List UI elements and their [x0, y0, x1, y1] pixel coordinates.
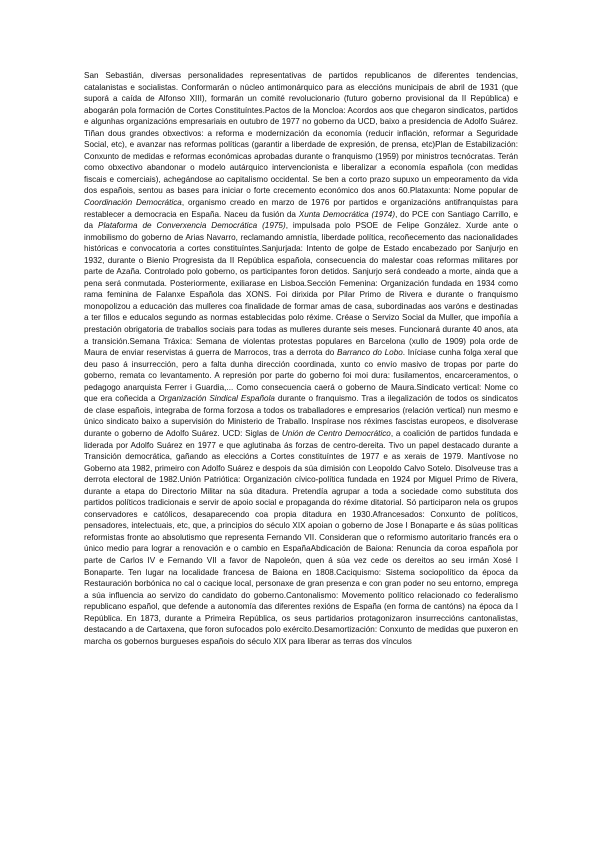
text-run: , do PCE con Santiago Carrillo, e da [84, 209, 518, 231]
italic-term: Plataforma de Converxencia Democrática (1975) [98, 221, 286, 231]
italic-term: Coordinación Democrática [84, 198, 182, 208]
body-paragraph [84, 70, 518, 647]
italic-term: Unión de Centro Democrático [281, 428, 391, 438]
text-run: . Iníciase cunha folga xeral que deu paso á insurrección, pero a falta dunha dirección coordinada, xunto co envío masivo de tropas por parte do goberno, remata co levantamento. A represión por parte do goberno foi moi dura: fusilamentos, encarceramentos, o pedagogo anarquista Ferrer i Guardia,... Como consecuencia caerá o goberno de Maura.Sindicato vertical: Nome co que era coñecida a [84, 348, 519, 404]
text-run: , impulsada polo PSOE de Felipe González. Xurde ante o inmobilismo do goberno de Arias Navarro, reclamando amnistía, liberdade política, recoñecemento das nacionalidades históricas e convocatoria a cortes constituíntes.Sanjurjada: Intento de golpe de Estado encabezado por Sanjurjo en 1932, durante o Bienio Progresista da II República española, consecuencia do malestar coas reformas militares por parte de Azaña. Controlado polo goberno, os participantes foron detidos. Sanjurjo será condeado a morte, ainda que a pena será conmutada. Posteriormente, exiliarase en Lisboa.Sección Femenina: Organización fundada en 1934 como rama feminina de Falanxe Española das XONS. Foi dirixida por Pilar Primo de Rivera e durante o franquismo monopolizou a educación das mulleres coa finalidade de formar amas de casa, subordinadas aos varóns e destinadas a ter fillos e educalos segundo as normas establecidas polo réxime. Créase o Servizo Social da Muller, que impoñía a prestación obrigatoria de traballos sociais para todas as mulleres durante seis meses. Funcionará durante 40 anos, ata a transición.Semana Tráxica: Semana de violentas protestas populares en Barcelona (xullo de 1909) pola orde de Maura de enviar reservistas á guerra de Marrocos, tras a derrota do [84, 221, 519, 358]
document-page [84, 70, 518, 647]
italic-term: Xunta Democrática (1974) [298, 209, 396, 219]
text-run: , a coalición de partidos fundada e liderada por Adolfo Suárez en 1977 e que aglutinaba ás forzas de centro-dereita. Tivo un papel destacado durante a Transición democrática, gañando as eleccións a Cortes constituíntes de 1977 e as xerais de 1979. Mantívose no Goberno ata 1982, primeiro con Adolfo Suárez e despois da súa dimisión con Leopoldo Calvo Sotelo. Disolveuse tras a derrota electoral de 1982.Unión Patriótica: Organización cívico-política fundada en 1924 por Miguel Primo de Rivera, durante a etapa do Directorio Militar na súa ditadura. Pretendía agrupar a toda a sociedade como substituta dos partidos políticos tradicionais e servir de apoio social e propaganda do réxime ditatorial. Só participaron nela os grupos conservadores e católicos, desaparecendo coa propia ditadura en 1930.Afrancesados: Conxunto de políticos, pensadores, intelectuais, etc, que, a principios do século XIX apoian o goberno de Jose I Bonaparte e ás súas políticas reformistas fronte ao absolutismo que representa Fernando VII. Consideran que o reformismo autoritario francés era o único medio para lograr a renovación e o cambio en EspañaAbdicación de Baiona: Renuncia da coroa española por parte de Carlos IV e Fernando VII a favor de Napoleón, quen á súa vez cede os dereitos ao seu irmán Xosé I Bonaparte. Ten lugar na localidade francesa de Baiona en 1808.Caciquismo: Sistema sociopolítico da época da Restauración borbónica no cal o cacique local, personaxe de gran presenza e con gran poder no seu entorno, emprega a súa influencia ao servizo do candidato do goberno.Cantonalismo: Movemento político relacionado co federalismo republicano español, que defende a autonomía das diferentes rexións de España (en forma de cantóns) na época da I República. En 1873, durante a Primeira República, os seus partidarios protagonizaron insurreccións cantonalistas, destacando a de Cartaxena, que foron sufocados polo exército.Desamortización: Conxunto de medidas que puxeron en marcha os gobernos burgueses españois do século XIX para liberar as terras dos vínculos [84, 428, 518, 646]
italic-term: Barranco do Lobo [337, 348, 403, 358]
italic-term: Organización Sindical Española [158, 394, 275, 404]
text-run: durante o franquismo. Tras a ilegalización de todos os sindicatos de clase españois, integraba de forma forzosa a todos os traballadores e empresarios (relación vertical) nun mesmo e único sindicato baixo a supervisión do Ministerio de Traballo. Inspírase nos réximes fascistas europeos, e disolverase durante o goberno de Adolfo Suárez. UCD: Siglas de [84, 394, 518, 438]
text-run: San Sebastián, diversas personalidades representativas de partidos republicanos de diferentes tendencias, catalanistas e socialistas. Conformarán o núcleo antimonárquico para as eleccións municipais de abril de 1931 (que suporá a caída de Alfonso XIII), formarán un comité revolucionario (futuro goberno provisional da II República) e abogarán pola formación de Cortes Constituíntes.Pactos de la Moncloa: Acordos aos que chegaron sindicatos, partidos e algunhas organizacións empresariais en outubro de 1977 no goberno da UCD, baixo a presidencia de Adolfo Suárez. Tiñan dous grandes obxectivos: a reforma e modernización da economía (reducir inflación, reformar a Seguridade Social, etc), e avanzar nas reformas políticas (garantir a liberdade de expresión, de prensa, etc)Plan de Estabilización: Conxunto de medidas e reformas económicas aprobadas durante o franquismo (1959) por ministros tecnócratas. Terán como obxectivo abandonar o modelo autárquico intervencionista e liberalizar a economía española (con medidas fiscais e comerciais), achegándose ao capitalismo occidental. Se ben a corto prazo supuxo un empeoramento da vida dos españois, sentou as bases para iniciar o forte crecemento económico dos anos 60.Plataxunta: Nome popular de [84, 71, 518, 196]
text-run: , organismo creado en marzo de 1976 por partidos e organizacións antifranquistas para restablecer a democracia en España. Naceu da fusión da [84, 198, 518, 219]
